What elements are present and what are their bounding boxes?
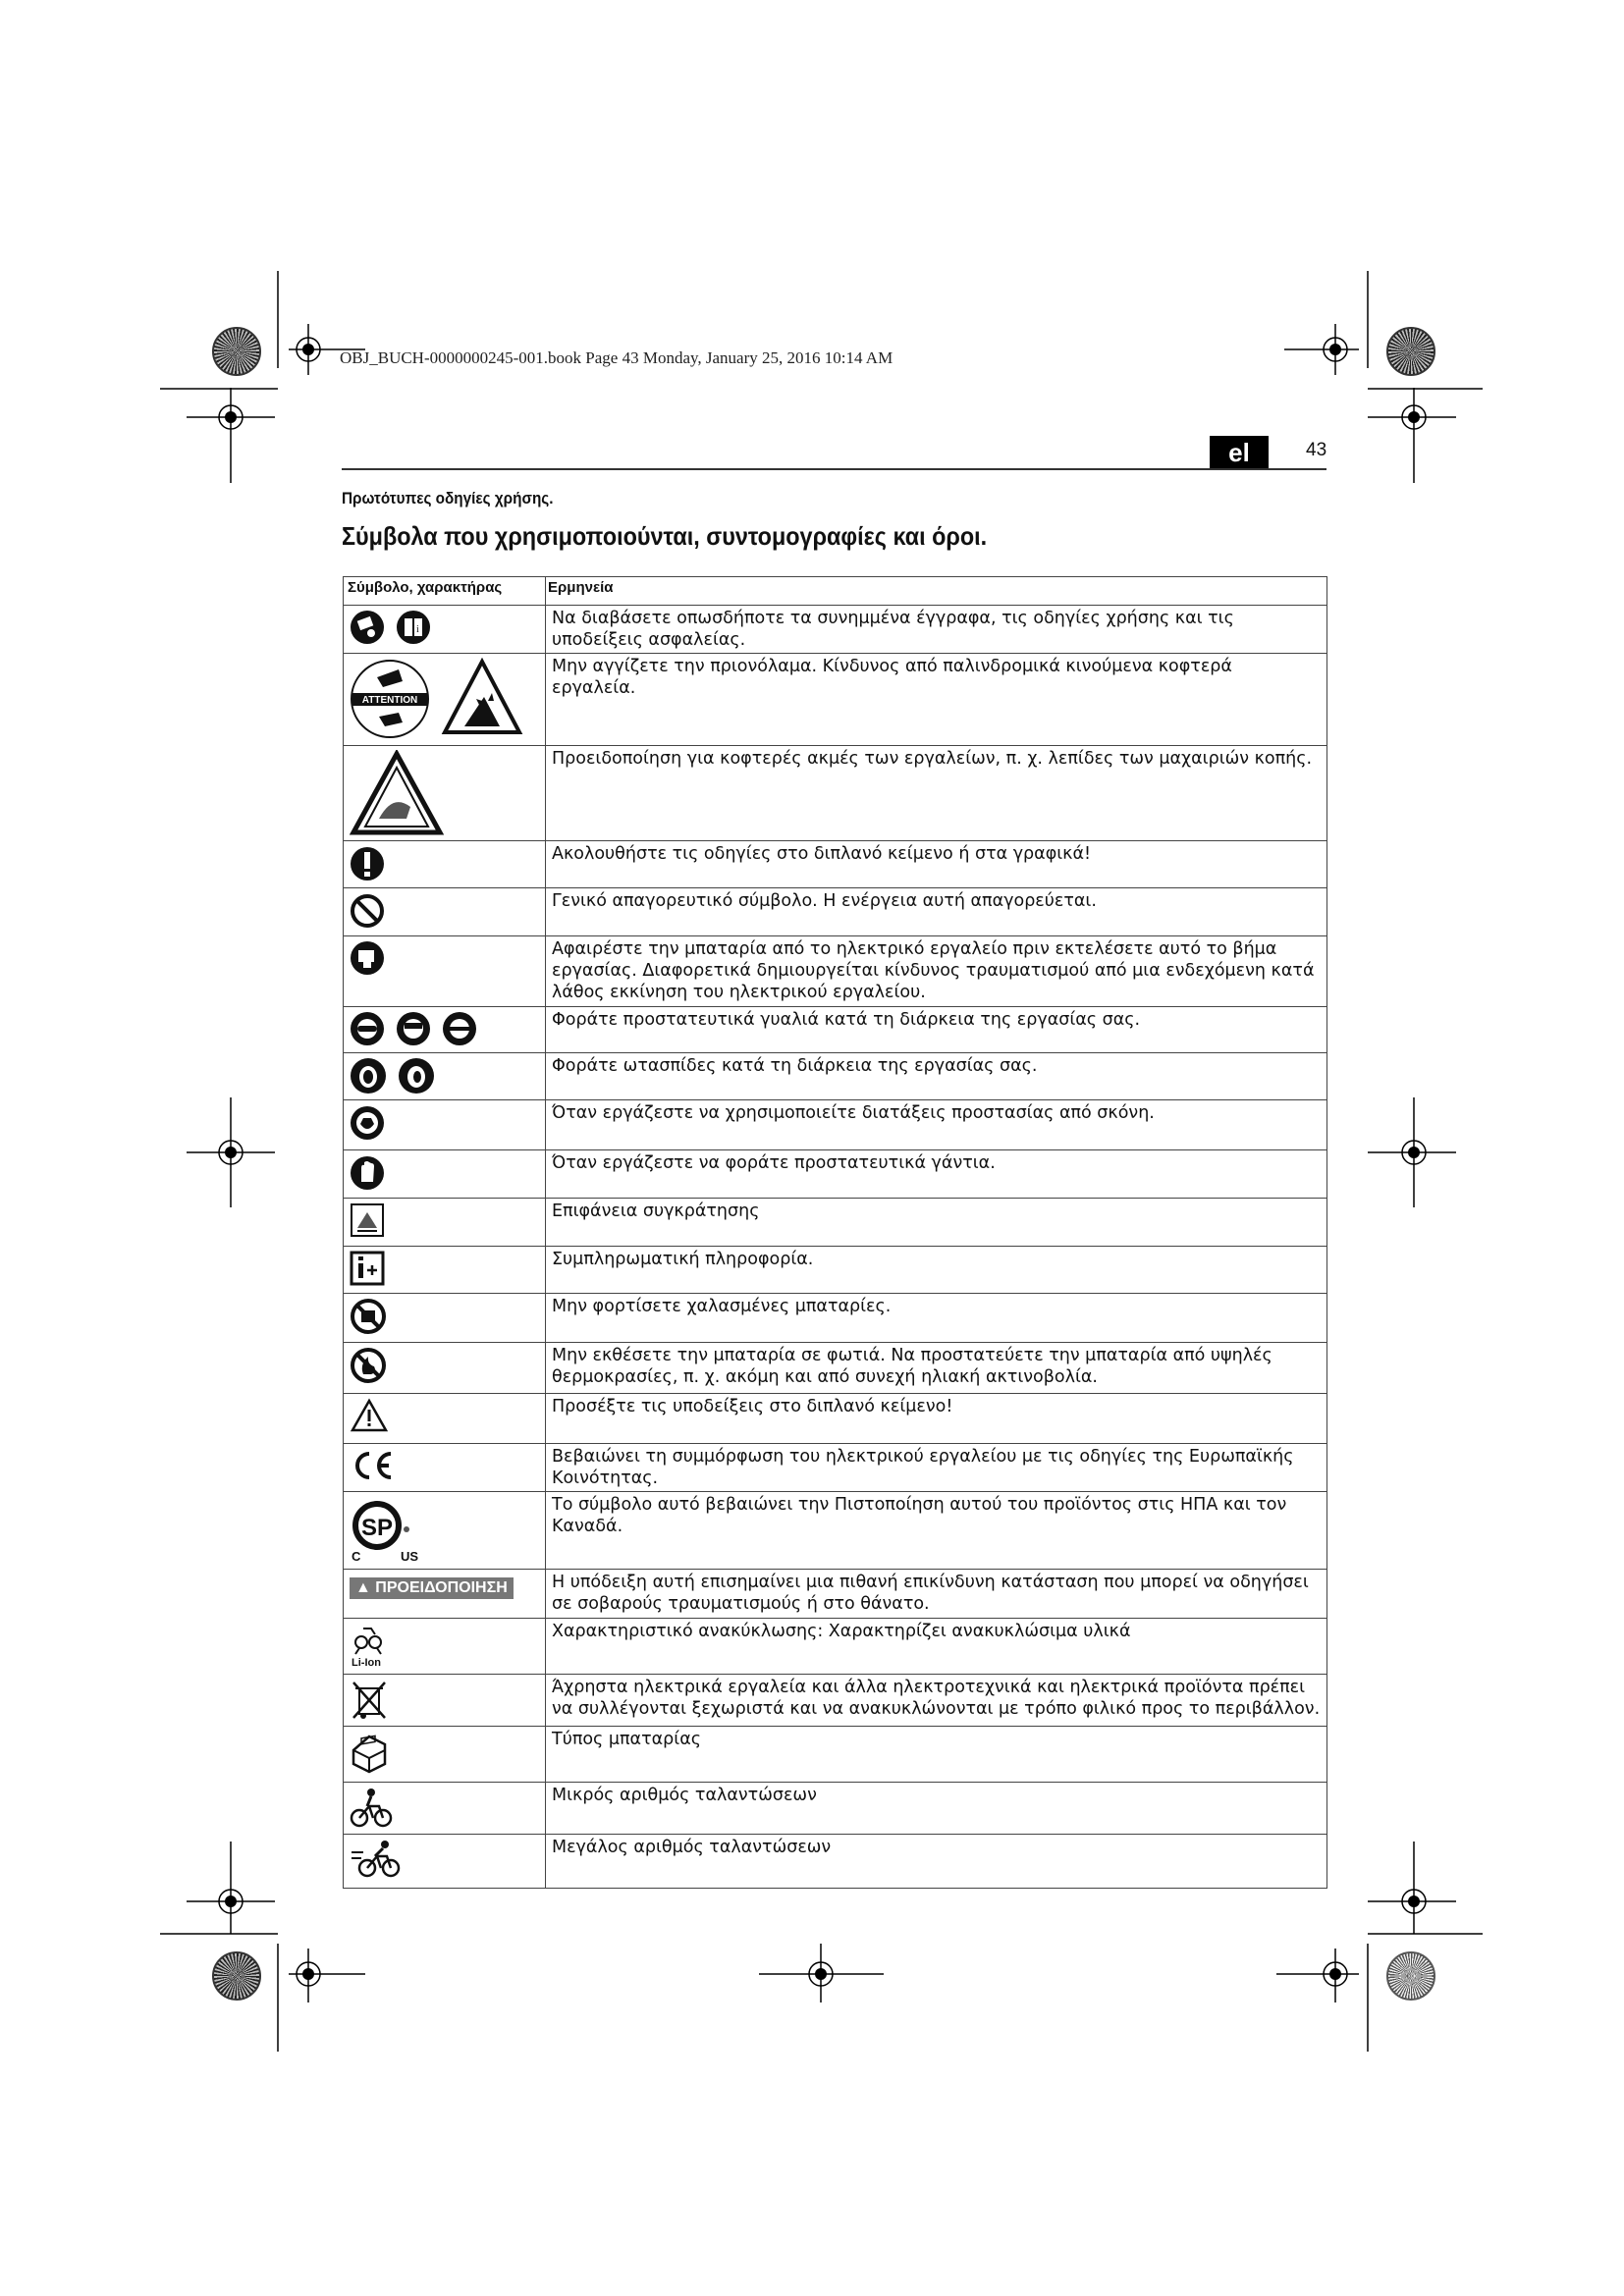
symbol-cell [344,888,546,936]
symbol-cell [344,1783,546,1835]
table-row [344,1007,1327,1053]
table-row [344,1727,1327,1783]
table-row [344,1150,1327,1199]
meaning-cell: Μην φορτίσετε χαλασμένες μπαταρίες. [546,1294,1327,1343]
symbol-cell [344,1100,546,1150]
symbol-cell [344,1619,546,1675]
fast-bicycle-icon [350,1839,403,1880]
table-row [344,1247,1327,1294]
registration-rosette [212,327,261,376]
table-row [344,1199,1327,1247]
meaning-cell: Συμπληρωματική πληροφορία. [546,1247,1327,1294]
document-title: Σύμβολα που χρησιμοποιούνται, συντομογραφίες και όροι. [342,521,988,551]
print-header: OBJ_BUCH-0000000245-001.book Page 43 Monday, January 25, 2016 10:14 AM [340,348,893,367]
csa-mark-icon [350,1496,428,1565]
meaning-cell: Γενικό απαγορευτικό σύμβολο. Η ενέργεια αυτή απαγορεύεται. [546,888,1327,936]
meaning-cell: Μεγάλος αριθμός ταλαντώσεων [546,1835,1327,1889]
registration-rosette [1386,1951,1435,2001]
symbol-cell [344,1343,546,1394]
sharp-edge-warning-icon [350,750,444,836]
ear-protection-icon [350,1057,387,1095]
symbol-cell [344,1394,546,1444]
table-row [344,606,1327,654]
meaning-cell: Μην εκθέσετε την μπαταρία σε φωτιά. Να προστατεύετε την μπαταρία από υψηλές θερμοκρασίες, π. χ. ακόμη και από συνεχή ηλιακή ακτινοβολία. [546,1343,1327,1394]
no-charge-damaged-battery-icon [350,1298,387,1335]
symbol-cell [344,936,546,1007]
meaning-cell: Βεβαιώνει τη συμμόρφωση του ηλεκτρικού εργαλείου με τις οδηγίες της Ευρωπαϊκής Κοινότητας. [546,1444,1327,1492]
attention-label: ATTENTION [361,695,418,706]
table-row [344,888,1327,936]
symbol-cell [344,1199,546,1247]
meaning-cell: Το σύμβολο αυτό βεβαιώνει την Πιστοποίηση αυτού του προϊόντος στις ΗΠΑ και τον Καναδά. [546,1492,1327,1570]
meaning-cell: Χαρακτηριστικό ανακύκλωσης: Χαρακτηρίζει ανακυκλώσιμα υλικά [546,1619,1327,1675]
symbol-cell [344,1492,546,1570]
table-row [344,1675,1327,1727]
caution-triangle-icon [350,1398,389,1433]
csa-us-label: US [401,1549,419,1564]
ear-muffs-icon [398,1057,435,1095]
table-row [344,1053,1327,1100]
symbols-table [343,576,1327,1889]
table-row [344,654,1327,746]
table-row [344,841,1327,888]
table-row [344,936,1327,1007]
symbol-cell [344,1247,546,1294]
registration-rosette [212,1951,261,2001]
info-icon [350,1251,385,1286]
table-row [344,1394,1327,1444]
csa-canada-label: C [352,1549,361,1564]
meaning-cell: Αφαιρέστε την μπαταρία από το ηλεκτρικό εργαλείο πριν εκτελέσετε αυτό το βήμα εργασίας. Διαφορετικά δημιουργείται κίνδυνος τραυματισμού από μια ενδεχόμενη κατά λάθος εκκίνηση του ηλεκτρικού εργαλείου. [546,936,1327,1007]
page-number: 43 [1306,440,1327,460]
table-row [344,1835,1327,1889]
mandatory-exclamation-icon [350,845,385,882]
meaning-cell: Τύπος μπαταρίας [546,1727,1327,1783]
face-shield-icon [396,1011,431,1046]
symbol-cell [344,1675,546,1727]
column-header-symbol: Σύμβολο, χαρακτήρας [344,577,546,606]
symbol-cell [344,746,546,841]
weee-crossed-bin-icon [350,1679,389,1722]
symbol-cell [344,1570,546,1619]
table-header-row [344,577,1327,606]
li-ion-label: Li-Ion [352,1657,381,1669]
attention-saw-blade-icon [350,658,430,740]
svg-text:i: i [416,624,419,635]
ce-mark-icon [350,1448,395,1483]
reciprocating-blade-warning-icon [441,658,523,736]
safety-glasses-icon [442,1011,477,1046]
read-documents-icon [350,610,385,645]
table-row [344,1570,1327,1619]
meaning-cell: Όταν εργάζεστε να χρησιμοποιείτε διατάξεις προστασίας από σκόνη. [546,1100,1327,1150]
meaning-cell: Επιφάνεια συγκράτησης [546,1199,1327,1247]
column-header-meaning: Ερμηνεία [546,577,1327,606]
meaning-cell: Φοράτε ωτασπίδες κατά τη διάρκεια της εργασίας σας. [546,1053,1327,1100]
manual-book-icon [396,610,431,645]
document-subtitle: Πρωτότυπες οδηγίες χρήσης. [342,489,554,507]
meaning-cell: Άχρηστα ηλεκτρικά εργαλεία και άλλα ηλεκτροτεχνικά και ηλεκτρικά προϊόντα πρέπει να συλλέγονται ξεχωριστά και να ανακυκλώνονται με τρόπο φιλικό προς το περιβάλλον. [546,1675,1327,1727]
table-row [344,1492,1327,1570]
recycling-li-ion-icon [350,1623,393,1670]
safety-goggles-icon [350,1011,385,1046]
meaning-cell: Όταν εργάζεστε να φοράτε προστατευτικά γάντια. [546,1150,1327,1199]
warning-label-text: ΠΡΟΕΙΔΟΠΟΙΗΣΗ [375,1579,508,1596]
symbol-cell [344,654,546,746]
header-rule [342,468,1326,470]
symbol-cell [344,1007,546,1053]
table-row [344,1619,1327,1675]
symbol-cell [344,1150,546,1199]
table-row [344,1444,1327,1492]
symbol-cell [344,1444,546,1492]
symbol-cell [344,606,546,654]
no-fire-battery-icon [350,1347,387,1384]
language-badge: el [1210,436,1269,469]
prohibition-icon [350,892,385,930]
table-row [344,1294,1327,1343]
symbol-cell [344,1294,546,1343]
table-row [344,746,1327,841]
meaning-cell: Να διαβάσετε οπωσδήποτε τα συνημμένα έγγραφα, τις οδηγίες χρήσης και τις υποδείξεις ασφαλείας. [546,606,1327,654]
meaning-cell: Η υπόδειξη αυτή επισημαίνει μια πιθανή επικίνδυνη κατάσταση που μπορεί να οδηγήσει σε σοβαρούς τραυματισμούς ή στο θάνατο. [546,1570,1327,1619]
symbol-cell [344,1727,546,1783]
symbol-cell [344,1053,546,1100]
meaning-cell: Φοράτε προστατευτικά γυαλιά κατά τη διάρκεια της εργασίας σας. [546,1007,1327,1053]
table-row [344,1100,1327,1150]
meaning-cell: Ακολουθήστε τις οδηγίες στο διπλανό κείμενο ή στα γραφικά! [546,841,1327,888]
dust-mask-icon [350,1104,385,1142]
battery-pack-icon [350,1731,389,1776]
meaning-cell: Προειδοποίηση για κοφτερές ακμές των εργαλείων, π. χ. λεπίδες των μαχαιριών κοπής. [546,746,1327,841]
protective-gloves-icon [350,1154,385,1192]
meaning-cell: Μικρός αριθμός ταλαντώσεων [546,1783,1327,1835]
grip-surface-icon [350,1202,385,1238]
symbol-cell [344,1835,546,1889]
slow-bicycle-icon [350,1787,393,1828]
table-row [344,1783,1327,1835]
csa-letters: SP [360,1515,394,1541]
remove-battery-icon [350,940,385,976]
meaning-cell: Προσέξτε τις υποδείξεις στο διπλανό κείμενο! [546,1394,1327,1444]
meaning-cell: Μην αγγίζετε την πριονόλαμα. Κίνδυνος από παλινδρομικά κινούμενα κοφτερά εργαλεία. [546,654,1327,746]
symbol-cell [344,841,546,888]
registration-rosette [1386,327,1435,376]
warning-label-icon: ▲ ΠΡΟΕΙΔΟΠΟΙΗΣΗ [350,1577,514,1599]
table-row [344,1343,1327,1394]
